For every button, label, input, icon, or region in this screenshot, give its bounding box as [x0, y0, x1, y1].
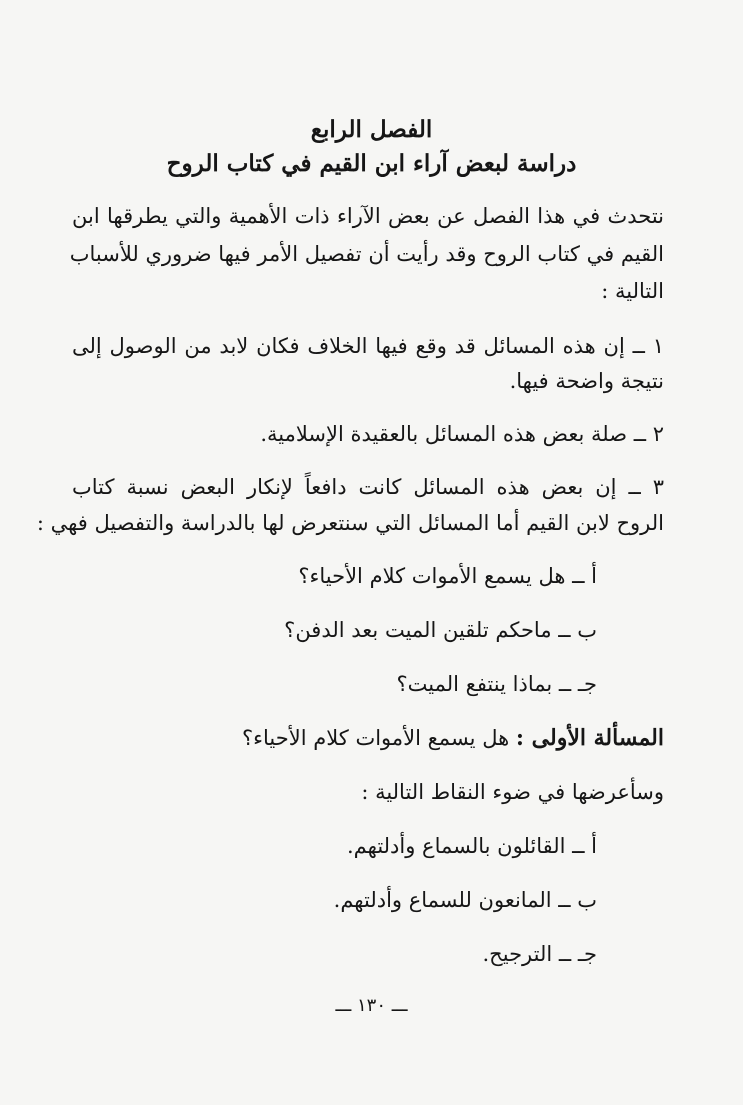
reason-1-line-1: ١ ــ إن هذه المسائل قد وقع فيها الخلاف فكان لابد من الوصول إلى [72, 334, 664, 358]
reason-1-line-2: نتيجة واضحة فيها. [509, 369, 664, 393]
intro-line-3: التالية : [601, 279, 664, 303]
intro-line-2: القيم في كتاب الروح وقد رأيت أن تفصيل الأمر فيها ضروري للأسباب [69, 242, 664, 266]
points-intro: وسأعرضها في ضوء النقاط التالية : [361, 780, 664, 804]
point-1: أ ــ القائلون بالسماع وأدلتهم. [346, 834, 597, 858]
intro-line-1: نتحدث في هذا الفصل عن بعض الآراء ذات الأهمية والتي يطرقها ابن [72, 204, 664, 228]
reason-2: ٢ ــ صلة بعض هذه المسائل بالعقيدة الإسلامية. [260, 422, 664, 446]
reason-3-line-2: الروح لابن القيم أما المسائل التي سنتعرض لها بالدراسة والتفصيل فهي : [36, 511, 664, 535]
point-2: ب ــ المانعون للسماع وأدلتهم. [333, 888, 597, 912]
chapter-label: الفصل الرابع [310, 116, 433, 143]
page-number: ـــ ١٣٠ ـــ [335, 995, 408, 1016]
first-issue-question: هل يسمع الأموات كلام الأحياء؟ [242, 726, 510, 750]
first-issue-heading [242, 723, 664, 753]
chapter-title: دراسة لبعض آراء ابن القيم في كتاب الروح [166, 150, 577, 177]
question-2: ب ــ ماحكم تلقين الميت بعد الدفن؟ [284, 618, 597, 642]
point-3: جـ ــ الترجيح. [482, 942, 597, 966]
first-issue-label: المسألة الأولى : [515, 725, 664, 751]
reason-3-line-1: ٣ ــ إن بعض هذه المسائل كانت دافعاً لإنكار البعض نسبة كتاب [72, 475, 664, 499]
question-1: أ ــ هل يسمع الأموات كلام الأحياء؟ [298, 564, 597, 588]
question-3: جـ ــ بماذا ينتفع الميت؟ [396, 672, 597, 696]
